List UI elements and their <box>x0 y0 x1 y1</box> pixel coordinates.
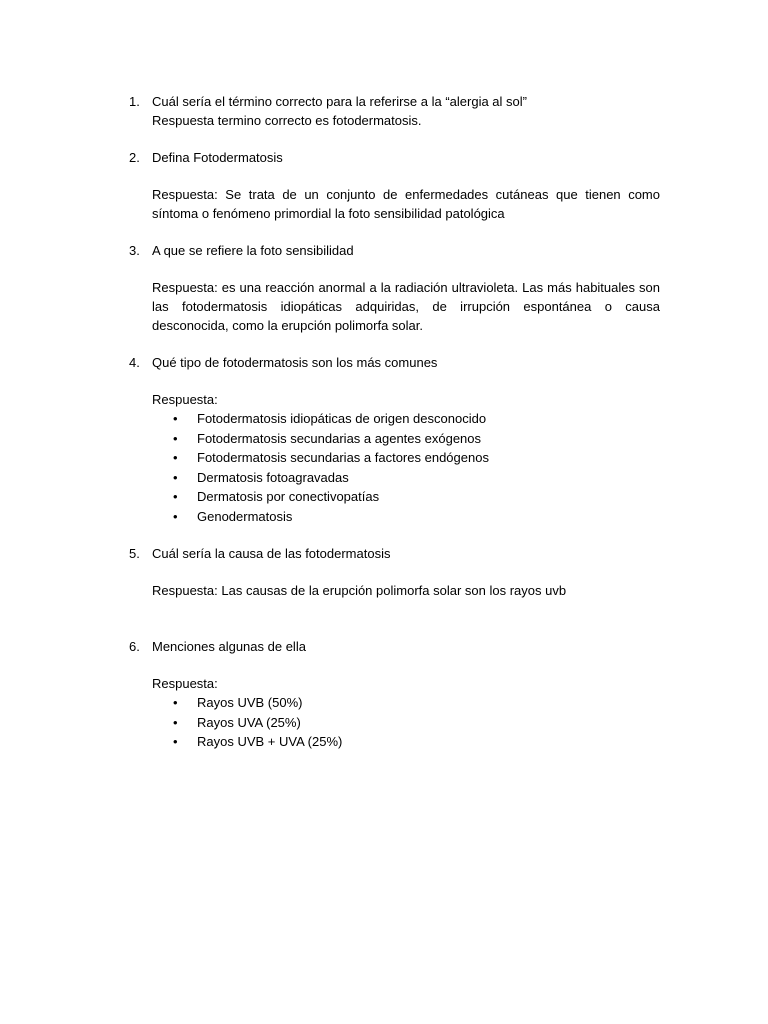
question-text: Menciones algunas de ella <box>152 639 306 654</box>
question-item-2 <box>0 148 768 223</box>
bullet-text: Fotodermatosis idiopáticas de origen desconocido <box>197 411 487 426</box>
bullet-text: Dermatosis fotoagravadas <box>197 469 349 485</box>
bullet-text: Fotodermatosis secundarias a factores endógenos <box>197 450 489 465</box>
bullet-item <box>0 409 768 429</box>
bullet-text: Genodermatosis <box>197 508 293 524</box>
question-item-4 <box>0 353 768 526</box>
bullet-item <box>0 732 768 752</box>
bullet-text: Rayos UVB (50%) <box>197 695 303 710</box>
bullet-icon: • <box>173 469 178 485</box>
question-number: 1. <box>129 94 140 109</box>
question-text: Cuál sería la causa de las fotodermatosis <box>152 546 391 561</box>
bullet-item <box>0 429 768 449</box>
question-number: 6. <box>129 639 140 654</box>
question-number: 3. <box>129 243 140 258</box>
bullet-item <box>0 507 768 527</box>
bullet-item <box>0 468 768 488</box>
question-text: A que se refiere la foto sensibilidad <box>152 243 354 258</box>
answer-label: Respuesta: <box>152 676 218 691</box>
bullet-icon: • <box>173 450 178 465</box>
question-list <box>0 92 768 752</box>
bullet-icon: • <box>173 734 178 749</box>
question-number: 4. <box>129 355 140 370</box>
bullet-icon: • <box>173 714 178 730</box>
question-text: Cuál sería el término correcto para la referirse a la “alergia al sol” <box>152 94 527 109</box>
question-item-3 <box>0 241 768 335</box>
bullet-icon: • <box>173 430 178 446</box>
bullet-text: Rayos UVA (25%) <box>197 714 301 730</box>
question-text: Qué tipo de fotodermatosis son los más comunes <box>152 355 438 370</box>
answer-text: Respuesta termino correcto es fotodermatosis. <box>152 113 422 128</box>
question-item-6 <box>0 637 768 752</box>
bullet-item <box>0 448 768 468</box>
question-text: Defina Fotodermatosis <box>152 150 283 165</box>
answer-text: Respuesta: Las causas de la erupción polimorfa solar son los rayos uvb <box>152 583 567 598</box>
bullet-text: Dermatosis por conectivopatías <box>197 489 380 504</box>
bullet-text: Rayos UVB + UVA (25%) <box>197 734 343 749</box>
answer-text: Respuesta: es una reacción anormal a la radiación ultravioleta. Las más habituales son las fotodermatosis idiopáticas adquiridas, de irrupción espontánea o causa desconocida, como la erupción polimorfa solar. <box>152 280 660 333</box>
bullet-icon: • <box>173 411 178 426</box>
bullet-text: Fotodermatosis secundarias a agentes exógenos <box>197 430 482 446</box>
bullet-icon: • <box>173 489 178 504</box>
bullet-item <box>0 693 768 713</box>
answer-text: Respuesta: Se trata de un conjunto de enfermedades cutáneas que tienen como síntoma o fenómeno primordial la foto sensibilidad patológica <box>152 187 660 221</box>
question-item-1 <box>0 92 768 130</box>
bullet-item <box>0 487 768 507</box>
question-number: 2. <box>129 150 140 165</box>
bullet-list <box>0 409 768 526</box>
bullet-list <box>0 693 768 752</box>
question-number: 5. <box>129 546 140 561</box>
question-item-5 <box>0 544 768 600</box>
bullet-item <box>0 713 768 733</box>
bullet-icon: • <box>173 695 178 710</box>
answer-label: Respuesta: <box>152 392 218 407</box>
bullet-icon: • <box>173 508 178 524</box>
